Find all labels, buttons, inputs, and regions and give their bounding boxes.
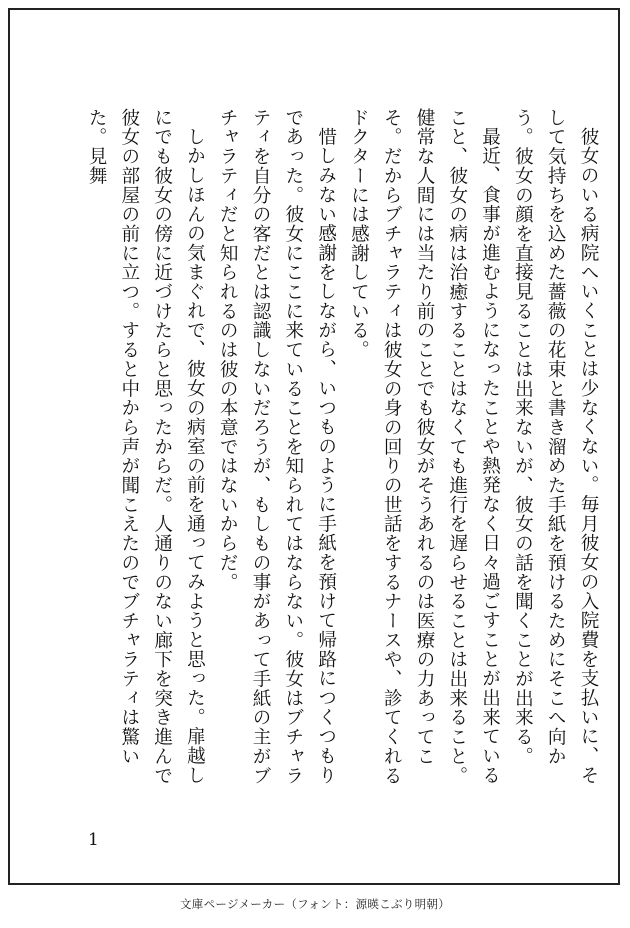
page-number: 1	[88, 830, 99, 850]
footer-credit: 文庫ページメーカー（フォント：源暎こぶり明朝）	[179, 897, 451, 911]
paragraph-4: しかしほんの気まぐれで、彼女の病室の前を通ってみようと思った。扉越しにでも彼女の傍に近づけたらと思ったからだ。人通りのない廊下を突き進んで彼女の部屋の前に立つ。すると中から声が聞こえたのでブチャラティは驚いた。見舞	[86, 108, 206, 786]
paragraph-2: 最近、食事が進むようになったことや熱発なく日々過ごすことが出来ていること、彼女の病は治癒することはなくても進行を遅らせることは出来ること。健常な人間には当たり前のことでも彼女がそうあれるのは医療の力あってこそ。だからブチャラティは彼女の身の回りの世話をするナースや、診てくれるドクターには感謝している。	[348, 108, 501, 786]
page-frame	[8, 8, 620, 885]
paragraph-3: 惜しみない感謝をしながら、いつものように手紙を預けて帰路につくつもりであった。彼女にここに来ていることを知られてはならない。彼女はブチャラティを自分の客だとは認識しないだろうが、もしもの事があって手紙の主がブチャラティだと知られるのは彼の本意ではないからだ。	[217, 108, 337, 786]
paragraph-1: 彼女のいる病院へいくことは少なくない。毎月彼女の入院費を支払いに、そして気持ちを込めた薔薇の花束と書き溜めた手紙を預けるためにそこへ向かう。彼女の顔を直接見ることは出来ないが、彼女の話を聞くことが出来る。	[512, 108, 599, 785]
vertical-text-body	[4, 108, 604, 798]
